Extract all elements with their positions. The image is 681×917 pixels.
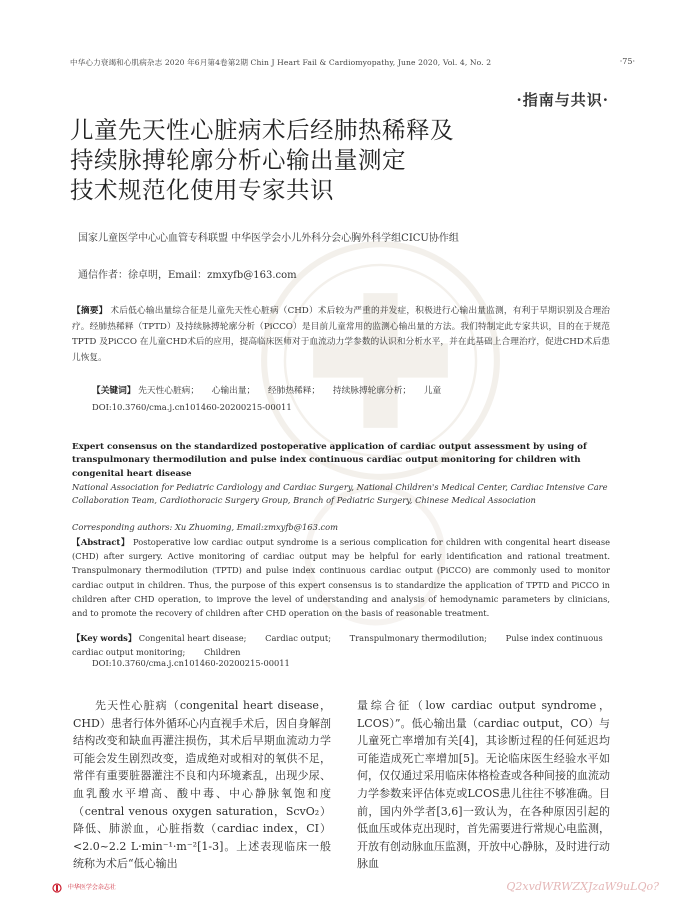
footer-watermark-code: Q2xvdWRWZXJzaW9uLQo?	[506, 880, 659, 893]
keyword: 心输出量；	[211, 386, 256, 396]
keyword: Children	[203, 647, 241, 657]
english-doi: DOI:10.3760/cma.j.cn101460-20200215-00011	[92, 658, 290, 668]
keyword: Congenital heart disease;	[138, 633, 247, 643]
abstract-label: 【摘要】	[72, 306, 108, 316]
english-abstract	[72, 535, 610, 620]
keywords-label: 【关键词】	[92, 386, 136, 396]
keyword: 先天性心脏病；	[138, 386, 200, 396]
english-corresponding-author: Corresponding authors: Xu Zhuoming, Email:zmxyfb@163.com	[72, 522, 338, 532]
publisher-emblem-icon	[52, 883, 66, 893]
title-line: 持续脉搏轮廓分析心输出量测定	[70, 146, 406, 174]
keywords-label: 【Key words】	[72, 633, 137, 643]
abstract-text: Postoperative low cardiac output syndrome is a serious complication for children with congenital heart disease (CHD) after surgery. Active monitoring of cardiac output may be helpful for early identification and rational treatment. Transpulmonary thermodilution (TPTD) and pulse index continuous cardiac output (PiCCO) are commonly used to monitor cardiac output in children. Thus, the purpose of this expert consensus is to standardize the application of TPTD and PiCCO in children after CHD operation, to improve the level of understanding and analysis of hemodynamic parameters by clinicians, and to promote the recovery of children after CHD operation on the basis of reasonable treatment.	[72, 537, 611, 619]
article-title	[70, 115, 454, 205]
corresponding-author: 通信作者：徐卓明，Email：zmxyfb@163.com	[78, 270, 297, 281]
publisher-name: 中华医学会杂志社	[67, 884, 116, 891]
body-paragraph: 先天性心脏病（congenital heart disease，CHD）患者行体外循环心内直视手术后，因自身解剖结构改变和缺血再灌注损伤，其术后早期血流动力学可能会发生剧烈改变，造成绝对或相对的氧供不足，常伴有重要脏器灌注不良和内环境紊乱，出现少尿、血乳酸水平增高、酸中毒、中心静脉氧饱和度（central venous oxygen saturation，ScvO₂）降低、肺淤血，心脏指数（cardiac index，CI）<2.0~2.2 L·min⁻¹·m⁻²[1-3]。上述表现临床一般统称为术后“低心输出	[73, 699, 331, 871]
section-label: ·指南与共识·	[516, 91, 609, 109]
abstract-label: 【Abstract】	[72, 537, 130, 547]
english-affiliation: National Association for Pediatric Cardiology and Cardiac Surgery, National Children's Medical Center, Cardiac Intensive Care Collaboration Team, Cardiothoracic Surgery Group, Branch of Pediatric Surgery, Chinese Medical Association	[72, 482, 608, 506]
title-line: 技术规范化使用专家共识	[70, 176, 334, 204]
english-title: Expert consensus on the standardized postoperative application of cardiac output assessment by using of transpulmonary thermodilution and pulse index continuous cardiac output monitoring for children with congenital heart disease	[72, 442, 587, 479]
keyword: 持续脉搏轮廓分析；	[332, 386, 412, 396]
body-column-right	[357, 697, 610, 873]
keyword: 儿童	[423, 386, 442, 396]
chinese-abstract	[72, 304, 610, 366]
publisher-logo	[52, 882, 116, 893]
keyword: 经肺热稀释；	[267, 386, 321, 396]
body-paragraph: 量综合征（low cardiac output syndrome，LCOS）”。低心输出量（cardiac output，CO）与儿童死亡率增加有关[4]，其诊断过程的任何延迟均可能造成死亡率增加[5]。无论临床医生经验水平如何，仅仅通过采用临床体格检查或各种间接的血流动力学参数来评估体克或LCOS患儿往往不够准确。目前，国内外学者[3,6]一致认为，在各种原因引起的低血压或体克出现时，首先需要进行常规心电监测，开放有创动脉血压监测，开放中心静脉，及时进行动脉血	[357, 699, 610, 871]
title-line: 儿童先天性心脏病术后经肺热稀释及	[70, 116, 454, 144]
abstract-text: 术后低心输出量综合征是儿童先天性心脏病（CHD）术后较为严重的并发症，积极进行心输出量监测，有利于早期识别及合理治疗。经肺热稀释（TPTD）及持续脉搏轮廓分析（PiCCO）是目前儿童常用的监测心输出量的方法。我们特制定此专家共识，目的在于规范TPTD 及PiCCO 在儿童CHD术后的应用，提高临床医师对于血流动力学参数的认识和分析水平，并在此基础上合理治疗，促进CHD术后患儿恢复。	[72, 306, 610, 363]
running-head: 中华心力衰竭和心肌病杂志 2020 年6月第4卷第2期 Chin J Heart Fail & Cardiomyopathy, June 2020, Vol. 4, No. 2	[70, 58, 492, 67]
keyword: Pulse index continuous cardiac output monitoring;	[72, 633, 603, 657]
author-groups: 国家儿童医学中心心血管专科联盟 中华医学会小儿外科分会心胸外科学组CICU协作组	[78, 233, 459, 244]
chinese-keywords	[92, 384, 451, 396]
page-number: ·75·	[619, 57, 635, 66]
keyword: Cardiac output;	[265, 633, 332, 643]
keyword: Transpulmonary thermodilution;	[349, 633, 487, 643]
english-keywords	[72, 631, 610, 659]
chinese-doi: DOI:10.3760/cma.j.cn101460-20200215-00011	[92, 402, 292, 412]
body-column-left	[73, 697, 331, 873]
